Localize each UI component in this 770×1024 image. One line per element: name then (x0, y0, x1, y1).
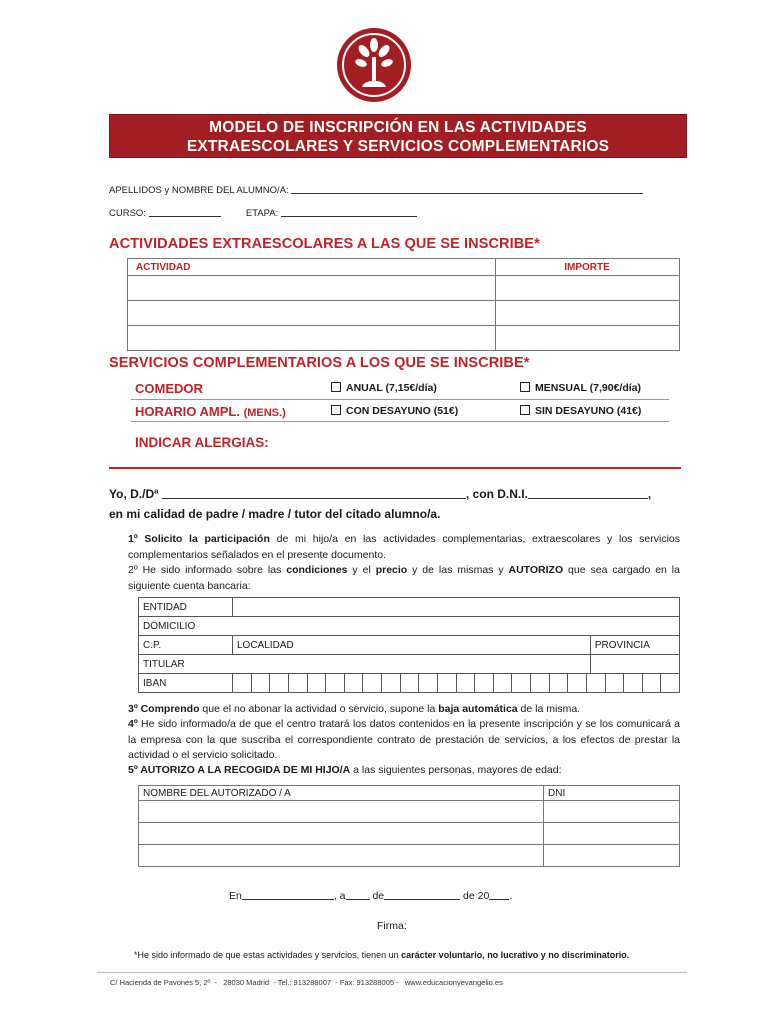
clause-1-bold: 1º Solicito la participación (128, 533, 270, 545)
authorized-dni-header: DNI (544, 786, 680, 801)
course-row (109, 206, 417, 219)
authorized-name-cell[interactable] (139, 801, 544, 823)
a-label: , a (333, 890, 346, 902)
table-row (139, 823, 680, 845)
iban-digit-box[interactable] (363, 674, 382, 692)
activities-table (127, 258, 680, 351)
titular-field[interactable] (590, 655, 679, 674)
footnote (134, 950, 629, 960)
iban-digit-box[interactable] (512, 674, 531, 692)
form-title-line2: EXTRAESCOLARES Y SERVICIOS COMPLEMENTARIOS (186, 138, 610, 155)
iban-digit-box[interactable] (401, 674, 420, 692)
iban-digit-box[interactable] (308, 674, 327, 692)
con-desayuno-checkbox[interactable] (331, 405, 341, 415)
place-field[interactable] (242, 889, 334, 900)
course-field[interactable] (149, 206, 221, 217)
dot-text: . (509, 890, 513, 902)
place-date-row (229, 889, 512, 902)
cp-cell[interactable] (139, 636, 233, 655)
clause-5-bold: 5º AUTORIZO A LA RECOGIDA DE MI HIJO/A (128, 764, 351, 776)
yo-label: Yo, D./Dª (109, 487, 159, 501)
allergies-label: INDICAR ALERGIAS: (135, 435, 269, 450)
iban-digit-box[interactable] (606, 674, 625, 692)
iban-digit-box[interactable] (270, 674, 289, 692)
horario-sub-text: (MENS.) (243, 407, 286, 419)
iban-digit-box[interactable] (624, 674, 643, 692)
amount-column-header: IMPORTE (496, 259, 680, 276)
student-name-field[interactable] (291, 183, 643, 194)
amount-cell[interactable] (496, 326, 680, 351)
stage-field[interactable] (281, 206, 417, 217)
authorized-dni-cell[interactable] (544, 845, 680, 867)
en-label: En (229, 890, 242, 902)
iban-digit-box[interactable] (494, 674, 513, 692)
iban-digit-box[interactable] (568, 674, 587, 692)
footer-divider (97, 972, 687, 973)
stage-label: ETAPA: (245, 208, 279, 219)
provincia-cell[interactable] (590, 636, 679, 655)
iban-digit-box[interactable] (289, 674, 308, 692)
sin-desayuno-checkbox[interactable] (520, 405, 530, 415)
parent-dni-field[interactable] (528, 488, 648, 499)
clause-3-baja: baja automática (438, 703, 518, 715)
activities-section-title: ACTIVIDADES EXTRAESCOLARES A LAS QUE SE INSCRIBE* (109, 236, 540, 252)
authorized-dni-cell[interactable] (544, 801, 680, 823)
localidad-label: LOCALIDAD (237, 639, 294, 651)
clause-1-text: de mi hijo/a en las actividades complementarias, extraescolares y los servicios complementarios señalados en el presente documento. (128, 533, 680, 561)
services-divider (131, 421, 669, 422)
iban-digit-box[interactable] (419, 674, 438, 692)
domicilio-label: DOMICILIO (143, 620, 196, 632)
iban-digit-box[interactable] (252, 674, 271, 692)
entidad-field[interactable] (233, 598, 680, 617)
school-tree-logo-icon (336, 27, 412, 103)
clause-1 (128, 532, 680, 563)
table-row (139, 845, 680, 867)
iban-digit-box[interactable] (382, 674, 401, 692)
domicilio-cell[interactable] (139, 617, 680, 636)
footnote-text: *He sido informado de que estas actividades y servicios, tienen un (134, 950, 402, 960)
activity-column-header: ACTIVIDAD (128, 259, 496, 276)
services-section-title: SERVICIOS COMPLEMENTARIOS A LOS QUE SE INSCRIBE* (109, 355, 530, 371)
authorized-name-header: NOMBRE DEL AUTORIZADO / A (139, 786, 544, 801)
dni-label: , con D.N.I. (465, 487, 528, 501)
clause-4 (128, 717, 680, 764)
clause-3-text: de la misma. (517, 703, 581, 715)
clause-4-number: 4º (128, 718, 138, 730)
bank-account-table (138, 597, 680, 693)
form-title-banner (109, 114, 687, 158)
clause-5 (128, 763, 680, 779)
clause-2-autorizo: AUTORIZO (508, 564, 564, 576)
year-field[interactable] (489, 889, 509, 900)
comedor-label: COMEDOR (135, 381, 203, 396)
student-name-label: APELLIDOS y NOMBRE DEL ALUMNO/A: (109, 185, 289, 196)
parent-name-field[interactable] (162, 488, 466, 499)
amount-cell[interactable] (496, 276, 680, 301)
table-row (128, 301, 680, 326)
authorized-name-cell[interactable] (139, 823, 544, 845)
anual-checkbox[interactable] (331, 382, 341, 392)
clause-2-text: 2º He sido informado sobre las (128, 564, 287, 576)
cp-label: C.P. (143, 639, 162, 651)
iban-label: IBAN (139, 674, 233, 693)
form-title-line1: MODELO DE INSCRIPCIÓN EN LAS ACTIVIDADES (209, 119, 587, 136)
de-label: de (369, 890, 385, 902)
titular-label: TITULAR (139, 655, 591, 674)
year-prefix-label: de 20 (460, 890, 490, 902)
iban-digit-box[interactable] (475, 674, 494, 692)
iban-digit-box[interactable] (438, 674, 457, 692)
clause-2-text: que sea cargado en la siguiente cuenta bancaria: (128, 564, 680, 592)
mensual-label: MENSUAL (7,90€/día) (535, 382, 641, 394)
clause-2-text: y de las mismas y (407, 564, 509, 576)
con-desayuno-option[interactable] (331, 405, 458, 417)
horario-main-text: HORARIO AMPL. (135, 404, 244, 419)
authorized-persons-table (138, 785, 680, 867)
day-field[interactable] (346, 889, 370, 900)
iban-digit-box[interactable] (457, 674, 476, 692)
sin-desayuno-label: SIN DESAYUNO (41€) (535, 405, 642, 417)
declaration-name-row (109, 487, 679, 501)
iban-digit-box[interactable] (550, 674, 569, 692)
mensual-option[interactable] (520, 382, 641, 394)
authorized-dni-cell[interactable] (544, 823, 680, 845)
clause-4-text: He sido informado/a de que el centro tratará los datos contenidos en la presente inscripción y se los comunicará a la empresa con la que suscriba el correspondiente contrato de prestación de servicios, a los efectos de prestar la actividad o el servicio solicitado. (128, 718, 680, 761)
iban-digit-box[interactable] (531, 674, 550, 692)
authorized-name-cell[interactable] (139, 845, 544, 867)
iban-digit-box[interactable] (587, 674, 606, 692)
student-name-row (109, 183, 684, 196)
clause-2-condiciones: condiciones (286, 564, 348, 576)
comma-text: , (647, 487, 652, 501)
clause-3-text: que el no abonar la actividad o servicio, supone la (199, 703, 439, 715)
table-row (139, 801, 680, 823)
anual-option[interactable] (331, 382, 437, 394)
table-row (128, 276, 680, 301)
clause-3-bold: 3º Comprendo (128, 703, 200, 715)
sin-desayuno-option[interactable] (520, 405, 641, 417)
amount-cell[interactable] (496, 301, 680, 326)
anual-label: ANUAL (7,15€/día) (346, 382, 437, 394)
services-divider (131, 399, 669, 400)
iban-digit-box[interactable] (661, 674, 679, 692)
footer-address: C/ Hacienda de Pavones 5, 2º - 28030 Madrid - Tel.: 913288007 - Fax: 913288005 - www.educacionyevangelio.es (110, 978, 503, 987)
iban-digit-box[interactable] (643, 674, 662, 692)
services-box (131, 377, 669, 423)
month-field[interactable] (384, 889, 460, 900)
table-row (128, 326, 680, 351)
con-desayuno-label: CON DESAYUNO (51€) (346, 405, 459, 417)
iban-field[interactable] (233, 674, 680, 693)
activity-cell[interactable] (128, 301, 496, 326)
clause-3 (128, 702, 680, 718)
red-divider (109, 467, 681, 469)
activity-cell[interactable] (128, 326, 496, 351)
clause-2-precio: precio (375, 564, 408, 576)
course-label: CURSO: (109, 208, 146, 219)
provincia-label: PROVINCIA (594, 639, 650, 651)
iban-digit-box[interactable] (345, 674, 364, 692)
signature-label: Firma: (377, 920, 407, 932)
entidad-label: ENTIDAD (139, 598, 233, 617)
activity-cell[interactable] (128, 276, 496, 301)
iban-digit-box[interactable] (326, 674, 345, 692)
horario-ampliado-label (135, 404, 286, 419)
mensual-checkbox[interactable] (520, 382, 530, 392)
iban-digit-box[interactable] (233, 674, 252, 692)
footnote-bold: carácter voluntario, no lucrativo y no discriminatorio. (401, 950, 630, 960)
clause-2-text: y el (347, 564, 376, 576)
clause-2 (128, 563, 680, 594)
clause-5-text: a las siguientes personas, mayores de edad: (350, 764, 562, 776)
calidad-text: en mi calidad de padre / madre / tutor del citado alumno/a. (109, 507, 441, 521)
localidad-cell[interactable] (233, 636, 591, 655)
